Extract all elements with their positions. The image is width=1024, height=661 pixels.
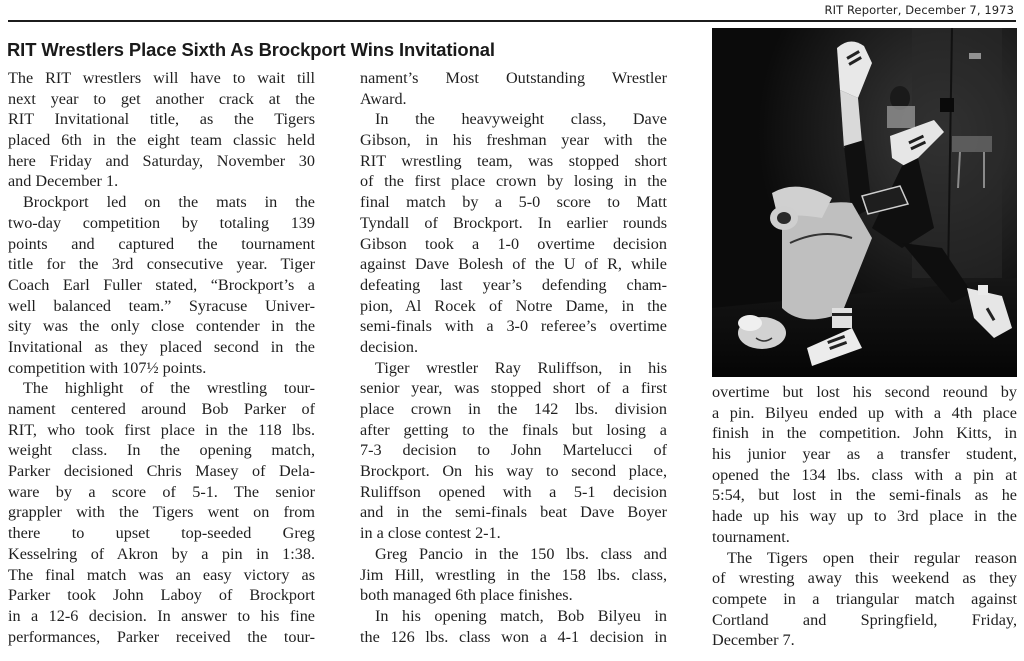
text-line: next year to get another crack at the bbox=[8, 89, 315, 108]
text-line: Invitational as they placed second in the bbox=[8, 337, 315, 356]
text-line: ware by a score of 5-1. The senior bbox=[8, 482, 315, 501]
text-line: and in the semi-finals beat Dave Boyer bbox=[360, 503, 667, 522]
text-line: against Dave Bolesh of the U of R, while bbox=[360, 255, 667, 274]
text-line: nament’s Most Outstanding Wrestler bbox=[360, 69, 667, 87]
text-line: placed 6th in the eight team classic held bbox=[8, 131, 315, 150]
text-line: title for the 3rd consecutive year. Tiger bbox=[8, 255, 315, 274]
text-line: sity was the only close contender in the bbox=[8, 317, 315, 336]
paragraph-start: In the heavyweight class, Dave bbox=[375, 110, 667, 129]
text-line: the 126 lbs. class won a 4-1 decision in bbox=[360, 627, 667, 646]
paragraph-start: Tiger wrestler Ray Ruliffson, in his bbox=[375, 358, 667, 377]
text-line: well balanced team.” Syracuse Univer- bbox=[8, 296, 315, 315]
text-line: compete in a triangular match against bbox=[712, 589, 1017, 608]
article-column-2 bbox=[360, 68, 667, 647]
text-line: final match by a 5-0 score to Matt bbox=[360, 193, 667, 212]
paragraph-start: Brockport led on the mats in the bbox=[23, 193, 315, 212]
text-line: his junior year as a transfer student, bbox=[712, 445, 1017, 464]
text-line: after getting to the finals but losing a bbox=[360, 420, 667, 439]
article-headline: RIT Wrestlers Place Sixth As Brockport Wins Invitational bbox=[7, 39, 495, 60]
text-line: finish in the competition. John Kitts, in bbox=[712, 424, 1017, 443]
wrestlers-photo-illustration bbox=[712, 28, 1017, 377]
text-line: The RIT wrestlers will have to wait till bbox=[8, 69, 315, 87]
text-line: in a 12-6 decision. In answer to his fine bbox=[8, 606, 315, 625]
text-line: nament centered around Bob Parker of bbox=[8, 400, 315, 418]
text-line: semi-finals with a 3-0 referee’s overtime bbox=[360, 317, 667, 336]
text-line: RIT Invitational title, as the Tigers bbox=[8, 110, 315, 129]
text-line: here Friday and Saturday, November 30 bbox=[8, 151, 315, 170]
text-line: Gibson, in his freshman year with the bbox=[360, 131, 667, 150]
text-line: Brockport. On his way to second place, bbox=[360, 462, 667, 481]
header-rule bbox=[8, 20, 1016, 22]
text-line: Coach Earl Fuller stated, “Brockport’s a bbox=[8, 275, 315, 294]
text-line: RIT wrestling team, was stopped short bbox=[360, 151, 667, 170]
text-line: Parker decisioned Chris Masey of Dela- bbox=[8, 462, 315, 481]
text-line: a pin. Bilyeu ended up with a 4th place bbox=[712, 403, 1017, 422]
text-line: overtime but lost his second reound by bbox=[712, 383, 1017, 401]
text-line: grappler with the Tigers went on from bbox=[8, 503, 315, 522]
text-line: of wresting away this weekend as they bbox=[712, 569, 1017, 588]
paragraph-start: The highlight of the wrestling tour- bbox=[23, 379, 315, 398]
paragraph-start: The Tigers open their regular reason bbox=[727, 548, 1017, 567]
text-line: The final match was an easy victory as bbox=[8, 565, 315, 584]
text-line: Gibson took a 1-0 overtime decision bbox=[360, 234, 667, 253]
article-column-3 bbox=[712, 382, 1017, 651]
text-line: and December 1. bbox=[8, 172, 119, 191]
text-line: Parker took John Laboy of Brockport bbox=[8, 586, 315, 605]
text-line: Cortland and Springfield, Friday, bbox=[712, 610, 1017, 629]
text-line: competition with 107½ points. bbox=[8, 358, 207, 377]
text-line: in a close contest 2-1. bbox=[360, 524, 501, 543]
text-line: hade up his way up to 3rd place in the bbox=[712, 507, 1017, 526]
paragraph-start: Greg Pancio in the 150 lbs. class and bbox=[375, 544, 667, 563]
paragraph-start: In his opening match, Bob Bilyeu in bbox=[375, 606, 667, 625]
text-line: place crown in the 142 lbs. division bbox=[360, 400, 667, 418]
text-line: Ruliffson opened with a 5-1 decision bbox=[360, 482, 667, 501]
text-line: tournament. bbox=[712, 527, 790, 546]
text-line: 5:54, but lost in the semi-finals as he bbox=[712, 486, 1017, 505]
text-line: Kesselring of Akron by a pin in 1:38. bbox=[8, 544, 315, 563]
text-line: senior year, was stopped short of a first bbox=[360, 379, 667, 398]
text-line: performances, Parker received the tour- bbox=[8, 627, 315, 646]
text-line: defeating last year’s defending cham- bbox=[360, 275, 667, 294]
text-line: of the first place crown by losing in the bbox=[360, 172, 667, 191]
text-line: Jim Hill, wrestling in the 158 lbs. class, bbox=[360, 565, 667, 584]
text-line: two-day competition by totaling 139 bbox=[8, 213, 315, 232]
text-line: weight class. In the opening match, bbox=[8, 441, 315, 460]
text-line: there to upset top-seeded Greg bbox=[8, 524, 315, 543]
text-line: pion, Al Rocek of Notre Dame, in the bbox=[360, 296, 667, 315]
text-line: points and captured the tournament bbox=[8, 234, 315, 253]
text-line: opened the 134 lbs. class with a pin at bbox=[712, 465, 1017, 484]
text-line: Tyndall of Brockport. In earlier rounds bbox=[360, 213, 667, 232]
wrestling-match-photo bbox=[712, 28, 1017, 377]
text-line: Award. bbox=[360, 89, 407, 108]
text-line: December 7. bbox=[712, 631, 795, 650]
text-line: RIT, who took first place in the 118 lbs. bbox=[8, 420, 315, 439]
text-line: decision. bbox=[360, 337, 418, 356]
text-line: 7-3 decision to John Martelucci of bbox=[360, 441, 667, 460]
article-column-1 bbox=[8, 68, 315, 647]
text-line: both managed 6th place finishes. bbox=[360, 586, 573, 605]
masthead-date: RIT Reporter, December 7, 1973 bbox=[824, 3, 1014, 17]
